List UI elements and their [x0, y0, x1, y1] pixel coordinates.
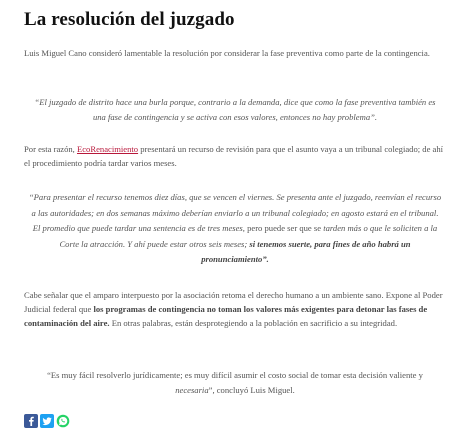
quote-1: “El juzgado de distrito hace una burla porque, contrario a la demanda, dice que como la fase preventiva también es una fase de contingencia y se activa con esos valores, entonces no hay problema”.: [34, 97, 436, 123]
paragraph-3-text-1: Cabe señalar que el amparo interpuesto por la asociación retoma el derecho humano a un ambiente sano. Expone al Poder Judicial federal que: [24, 290, 443, 314]
paragraph-1: Luis Miguel Cano consideró lamentable la resolución por considerar la fase preventiva como parte de la contingencia.: [24, 48, 430, 58]
twitter-icon[interactable]: [40, 414, 54, 428]
quote-2-normal-part: , pero puede ser que se: [242, 223, 322, 234]
quote-2-bold-part: si tenemos suerte, para fines de año habrá un pronunciamiento”.: [201, 238, 411, 265]
paragraph-2: [24, 143, 448, 170]
whatsapp-icon[interactable]: [56, 414, 70, 428]
quote-3-part-2: ”, concluyó Luis Miguel.: [208, 385, 295, 396]
paragraph-3-text-2: En otras palabras, están desprotegiendo a la población en sacrificio a su integridad.: [109, 317, 398, 328]
paragraph-3: [24, 289, 448, 330]
quote-2-italic-part-2: tarden más o que le soliciten a la Corte la atracción. Y ahí puede estar otros seis meses;: [59, 223, 438, 249]
paragraph-2-text-after: presentará un recurso de revisión para que el asunto vaya a un tribunal colegiado; de ahí el procedimiento podría tardar varios meses.: [24, 144, 444, 168]
facebook-icon[interactable]: [24, 414, 38, 428]
quote-3: [28, 368, 442, 398]
quote-2: [28, 190, 442, 268]
quote-3-part-1: “Es muy fácil resolverlo jurídicamente; es muy difícil asumir el costo social de tomar esta decisión valiente y: [47, 370, 423, 380]
section-title: La resolución del juzgado: [24, 9, 235, 30]
ecorenacimiento-link[interactable]: EcoRenacimiento: [76, 144, 139, 154]
paragraph-2-text-before: Por esta razón,: [24, 144, 77, 154]
paragraph-3-bold: los programas de contingencia no toman los valores más exigentes para detonar las fases de contaminación del aire.: [24, 303, 428, 328]
quote-3-italic: necesaria: [175, 385, 209, 396]
quote-2-italic-part-1: “Para presentar el recurso tenemos diez días, que se vencen el viernes. Se presenta ante el juzgado, reenvían el recurso a las autoridades; en dos semanas máximo deberían enviarlo a un tribunal colegiado; en agosto estará en el tribunal. El promedio que puede tardar una sentencia es de tres meses: [28, 192, 442, 234]
share-bar: [24, 414, 70, 428]
